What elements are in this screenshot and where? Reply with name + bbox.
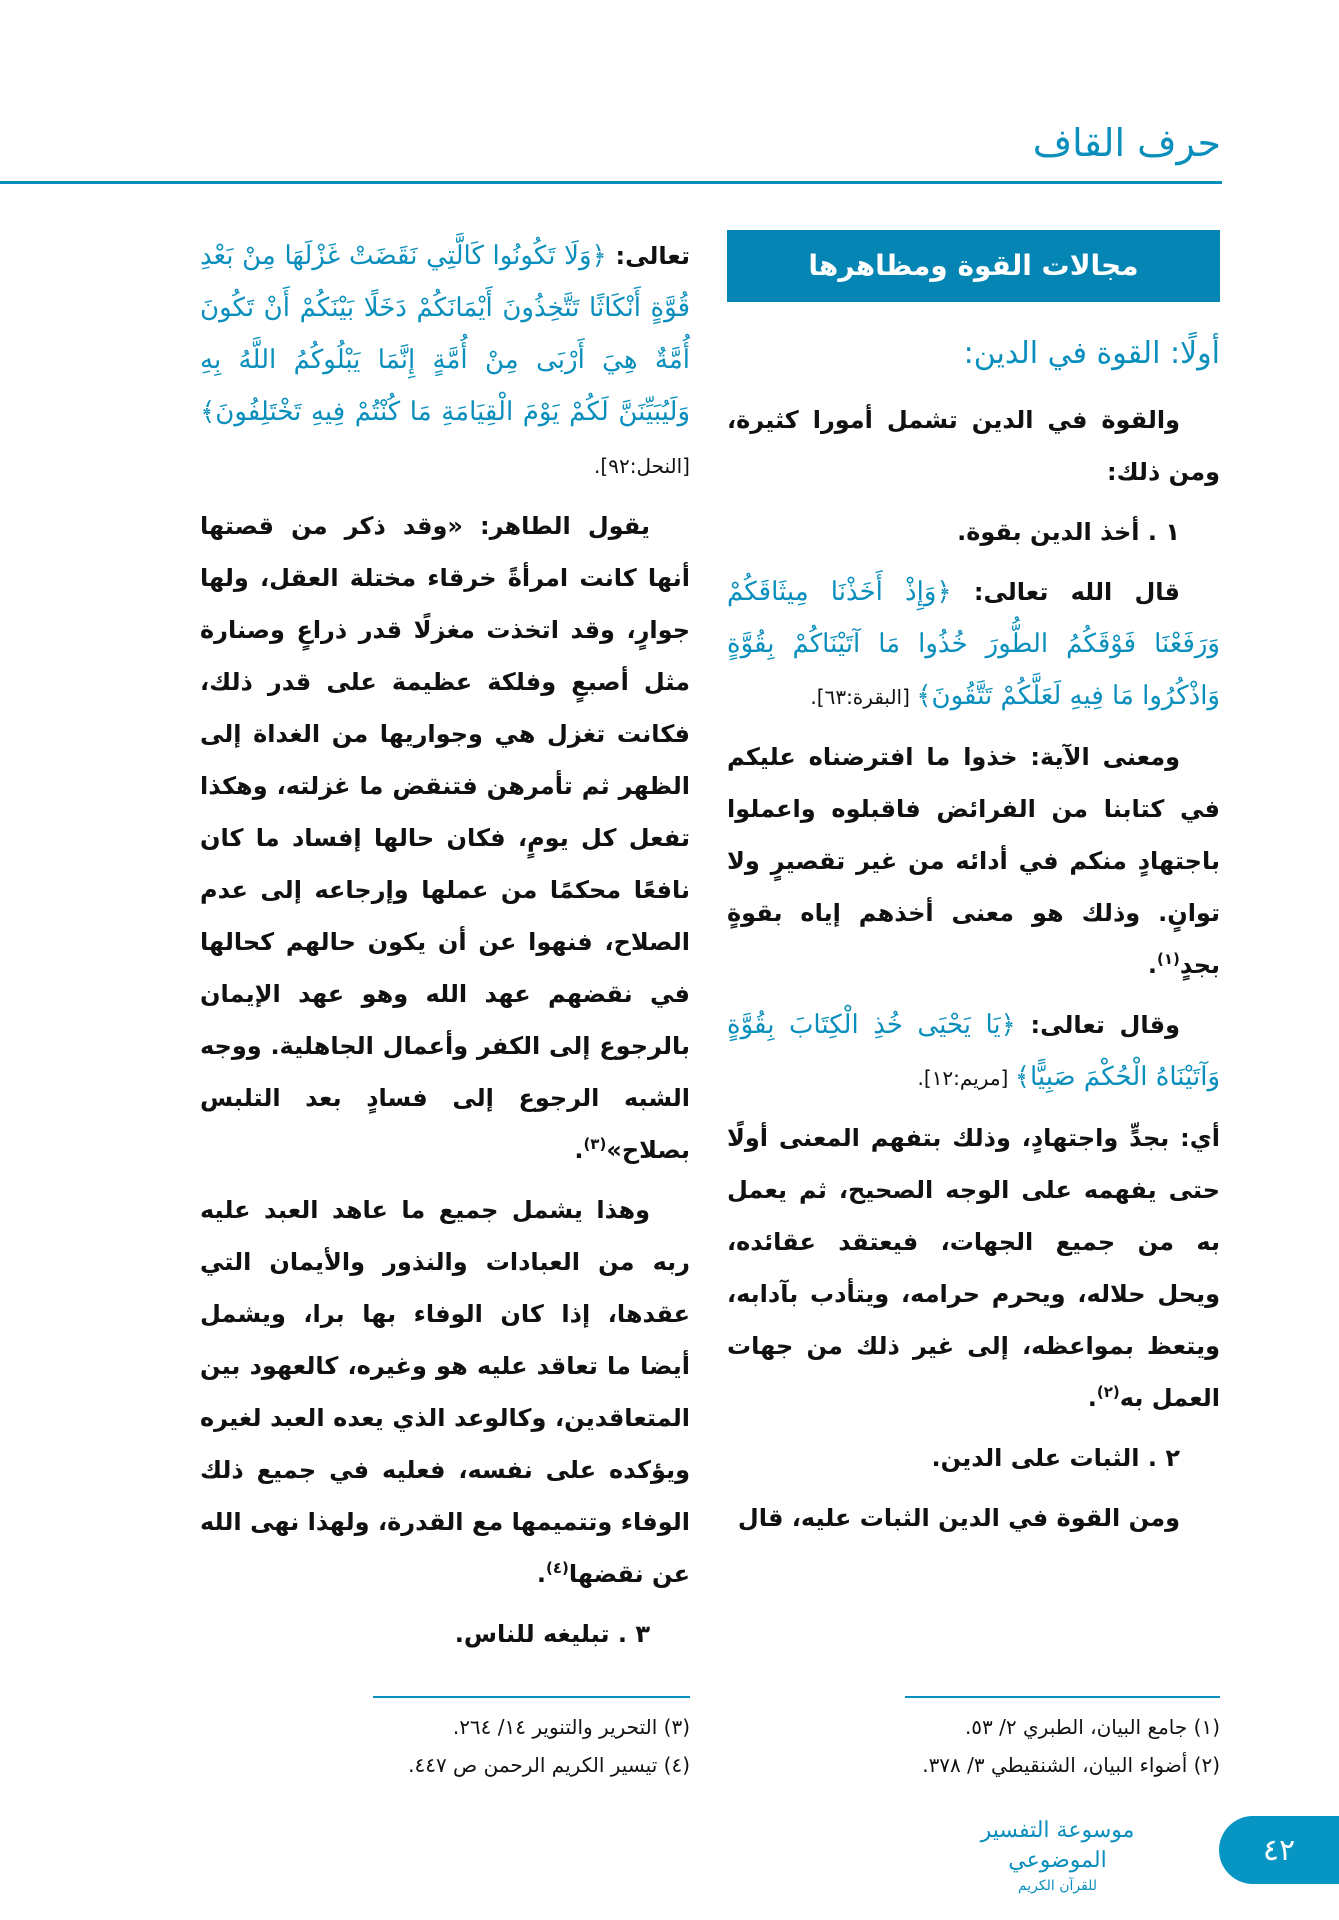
footnote-marker[interactable]: (٣) xyxy=(583,1135,607,1153)
footnote-marker[interactable]: (٢) xyxy=(1096,1383,1120,1401)
list-item-1: ١ . أخذ الدين بقوة. xyxy=(957,518,1180,546)
paragraph-text: ومعنى الآية: خذوا ما افترضناه عليكم في كتابنا من الفرائض فاقبلوه واعملوا باجتهادٍ منكم في أدائه من غير تقصيرٍ ولا توانٍ. وذلك هو معنى أخذهم إياه بقوةٍ بجدٍ xyxy=(727,743,1220,979)
explain-paragraph: أي: بجدٍّ واجتهادٍ، وذلك بتفهم المعنى أولًا حتى يفهمه على الوجه الصحيح، ثم يعمل به من جميع الجهات، فيعتقد عقائده، ويحل حلاله، ويحرم حرامه، ويتأدب بآدابه، ويتعظ بمواعظه، إلى غير ذلك من جهات العمل به$^{(٢)}$. xyxy=(727,1124,1220,1412)
verse-reference: [مريم:١٢]. xyxy=(917,1066,1015,1090)
footnotes-left xyxy=(200,1696,690,1784)
paragraph-text: يقول الطاهر: «وقد ذكر من قصتها أنها كانت امرأةً خرقاء مختلة العقل، ولها جوارٍ، وقد اتخذت مغزلًا قدر ذراعٍ وصنارة مثل أصبعٍ وفلكة عظيمة على قدر ذلك، فكانت تغزل هي وجواريها من الغداة إلى الظهر ثم تأمرهن فتنقض ما غزلته، وهكذا تفعل كل يومٍ، فكان حالها إفساد ما كان نافعًا محكمًا من عملها وإرجاعه إلى عدم الصلاح، فنهوا عن أن يكون حالهم كحالها في نقضهم عهد الله وهو عهد الإيمان بالرجوع إلى الكفر وأعمال الجاهلية. ووجه الشبه الرجوع إلى فسادٍ بعد التلبس بصلاح» xyxy=(200,512,690,1164)
quran-verse: ﴿وَإِذْ أَخَذْنَا مِيثَاقَكُمْ وَرَفَعْنَا فَوْقَكُمُ الطُّورَ خُذُوا مَا آتَيْنَاكُمْ بِقُوَّةٍ وَاذْكُرُوا مَا فِيهِ لَعَلَّكُمْ تَتَّقُونَ﴾ xyxy=(727,577,1220,711)
item2-paragraph: ومن القوة في الدين الثبات عليه، قال xyxy=(737,1504,1180,1532)
section-title: مجالات القوة ومظاهرها xyxy=(727,230,1220,302)
verse-reference: [النحل:٩٢]. xyxy=(594,454,690,478)
page-footer xyxy=(0,1810,1339,1920)
verse-reference: [البقرة:٦٣]. xyxy=(810,685,917,709)
footnote-3: (٣) التحرير والتنوير ١٤/ ٢٦٤. xyxy=(452,1715,690,1739)
subheading: أولًا: القوة في الدين: xyxy=(963,336,1220,371)
intro-paragraph: والقوة في الدين تشمل أمورا كثيرة، ومن ذلك: xyxy=(727,406,1220,486)
verse-lead: قال الله تعالى: xyxy=(951,578,1181,606)
verse-paragraph-3 xyxy=(200,230,690,492)
footnote-4: (٤) تيسير الكريم الرحمن ص ٤٤٧. xyxy=(408,1753,690,1777)
list-item-2: ٢ . الثبات على الدين. xyxy=(931,1444,1180,1472)
footnote-marker[interactable]: (١) xyxy=(1156,950,1180,968)
list-item-3: ٣ . تبليغه للناس. xyxy=(454,1620,650,1648)
footnote-marker[interactable]: (٤) xyxy=(545,1559,569,1577)
footnotes xyxy=(200,1696,1220,1784)
quran-verse: ﴿يَا يَحْيَى خُذِ الْكِتَابَ بِقُوَّةٍ وَآتَيْنَاهُ الْحُكْمَ صَبِيًّا﴾ xyxy=(727,1010,1220,1092)
verse-paragraph-1 xyxy=(727,566,1220,723)
verse-paragraph-2 xyxy=(727,999,1220,1104)
meaning-paragraph: ومعنى الآية: خذوا ما افترضناه عليكم في كتابنا من الفرائض فاقبلوه واعملوا باجتهادٍ منكم في أدائه من غير تقصيرٍ ولا توانٍ. وذلك هو معنى أخذهم إياه بقوةٍ بجدٍ$^{(١)}$. xyxy=(727,743,1220,979)
footnote-rule-left xyxy=(373,1696,690,1698)
chapter-heading: حرف القاف xyxy=(1032,121,1221,165)
encyclopedia-logo xyxy=(935,1816,1180,1896)
footnote-1: (١) جامع البيان، الطبري ٢/ ٥٣. xyxy=(964,1715,1220,1739)
covers-paragraph: وهذا يشمل جميع ما عاهد العبد عليه ربه من العبادات والنذور والأيمان التي عقدها، إذا كان الوفاء بها برا، ويشمل أيضا ما تعاقد عليه هو وغيره، كالعهود بين المتعاقدين، وكالوعد الذي يعده العبد لغيره ويؤكده على نفسه، فعليه في جميع ذلك الوفاء وتتميمها مع القدرة، ولهذا نهى الله عن نقضها$^{(٤)}$. xyxy=(200,1196,690,1588)
page-number: ٤٢ xyxy=(1219,1816,1339,1884)
right-column xyxy=(727,230,1220,1552)
quran-verse: ﴿وَلَا تَكُونُوا كَالَّتِي نَقَضَتْ غَزْلَهَا مِنْ بَعْدِ قُوَّةٍ أَنْكَاثًا تَتَّخِذُونَ أَيْمَانَكُمْ دَخَلًا بَيْنَكُمْ أَنْ تَكُونَ أُمَّةٌ هِيَ أَرْبَى مِنْ أُمَّةٍ إِنَّمَا يَبْلُوكُمُ اللَّهُ بِهِ وَلَيُبَيِّنَنَّ لَكُمْ يَوْمَ الْقِيَامَةِ مَا كُنْتُمْ فِيهِ تَخْتَلِفُونَ﴾ xyxy=(200,241,690,427)
text-columns xyxy=(200,230,1220,1668)
paragraph-text: وهذا يشمل جميع ما عاهد العبد عليه ربه من العبادات والنذور والأيمان التي عقدها، إذا كان الوفاء بها برا، ويشمل أيضا ما تعاقد عليه هو وغيره، كالعهود بين المتعاقدين، وكالوعد الذي يعده العبد لغيره ويؤكده على نفسه، فعليه في جميع ذلك الوفاء وتتميمها مع القدرة، ولهذا نهى الله عن نقضها xyxy=(200,1196,690,1588)
footnotes-right xyxy=(727,1696,1220,1784)
verse-lead: وقال تعالى: xyxy=(1015,1011,1180,1039)
verse-lead: تعالى: xyxy=(606,242,690,270)
footnote-rule-right xyxy=(905,1696,1220,1698)
left-column xyxy=(200,230,690,1668)
quote-paragraph: يقول الطاهر: «وقد ذكر من قصتها أنها كانت امرأةً خرقاء مختلة العقل، ولها جوارٍ، وقد اتخذت مغزلًا قدر ذراعٍ وصنارة مثل أصبعٍ وفلكة عظيمة على قدر ذلك، فكانت تغزل هي وجواريها من الغداة إلى الظهر ثم تأمرهن فتنقض ما غزلته، وهكذا تفعل كل يومٍ، فكان حالها إفساد ما كان نافعًا محكمًا من عملها وإرجاعه إلى عدم الصلاح، فنهوا عن أن يكون حالهم كحالها في نقضهم عهد الله وهو عهد الإيمان بالرجوع إلى الكفر وأعمال الجاهلية. ووجه الشبه الرجوع إلى فسادٍ بعد التلبس بصلاح»$^{(٣)}$. xyxy=(200,512,690,1164)
logo-subtitle: للقرآن الكريم xyxy=(1017,1878,1098,1894)
footnote-2: (٢) أضواء البيان، الشنقيطي ٣/ ٣٧٨. xyxy=(922,1753,1220,1777)
paragraph-text: أي: بجدٍّ واجتهادٍ، وذلك بتفهم المعنى أولًا حتى يفهمه على الوجه الصحيح، ثم يعمل به من جميع الجهات، فيعتقد عقائده، ويحل حلاله، ويحرم حرامه، ويتأدب بآدابه، ويتعظ بمواعظه، إلى غير ذلك من جهات العمل به xyxy=(727,1124,1220,1412)
logo-title: موسوعة التفسير الموضوعي xyxy=(980,1818,1135,1873)
